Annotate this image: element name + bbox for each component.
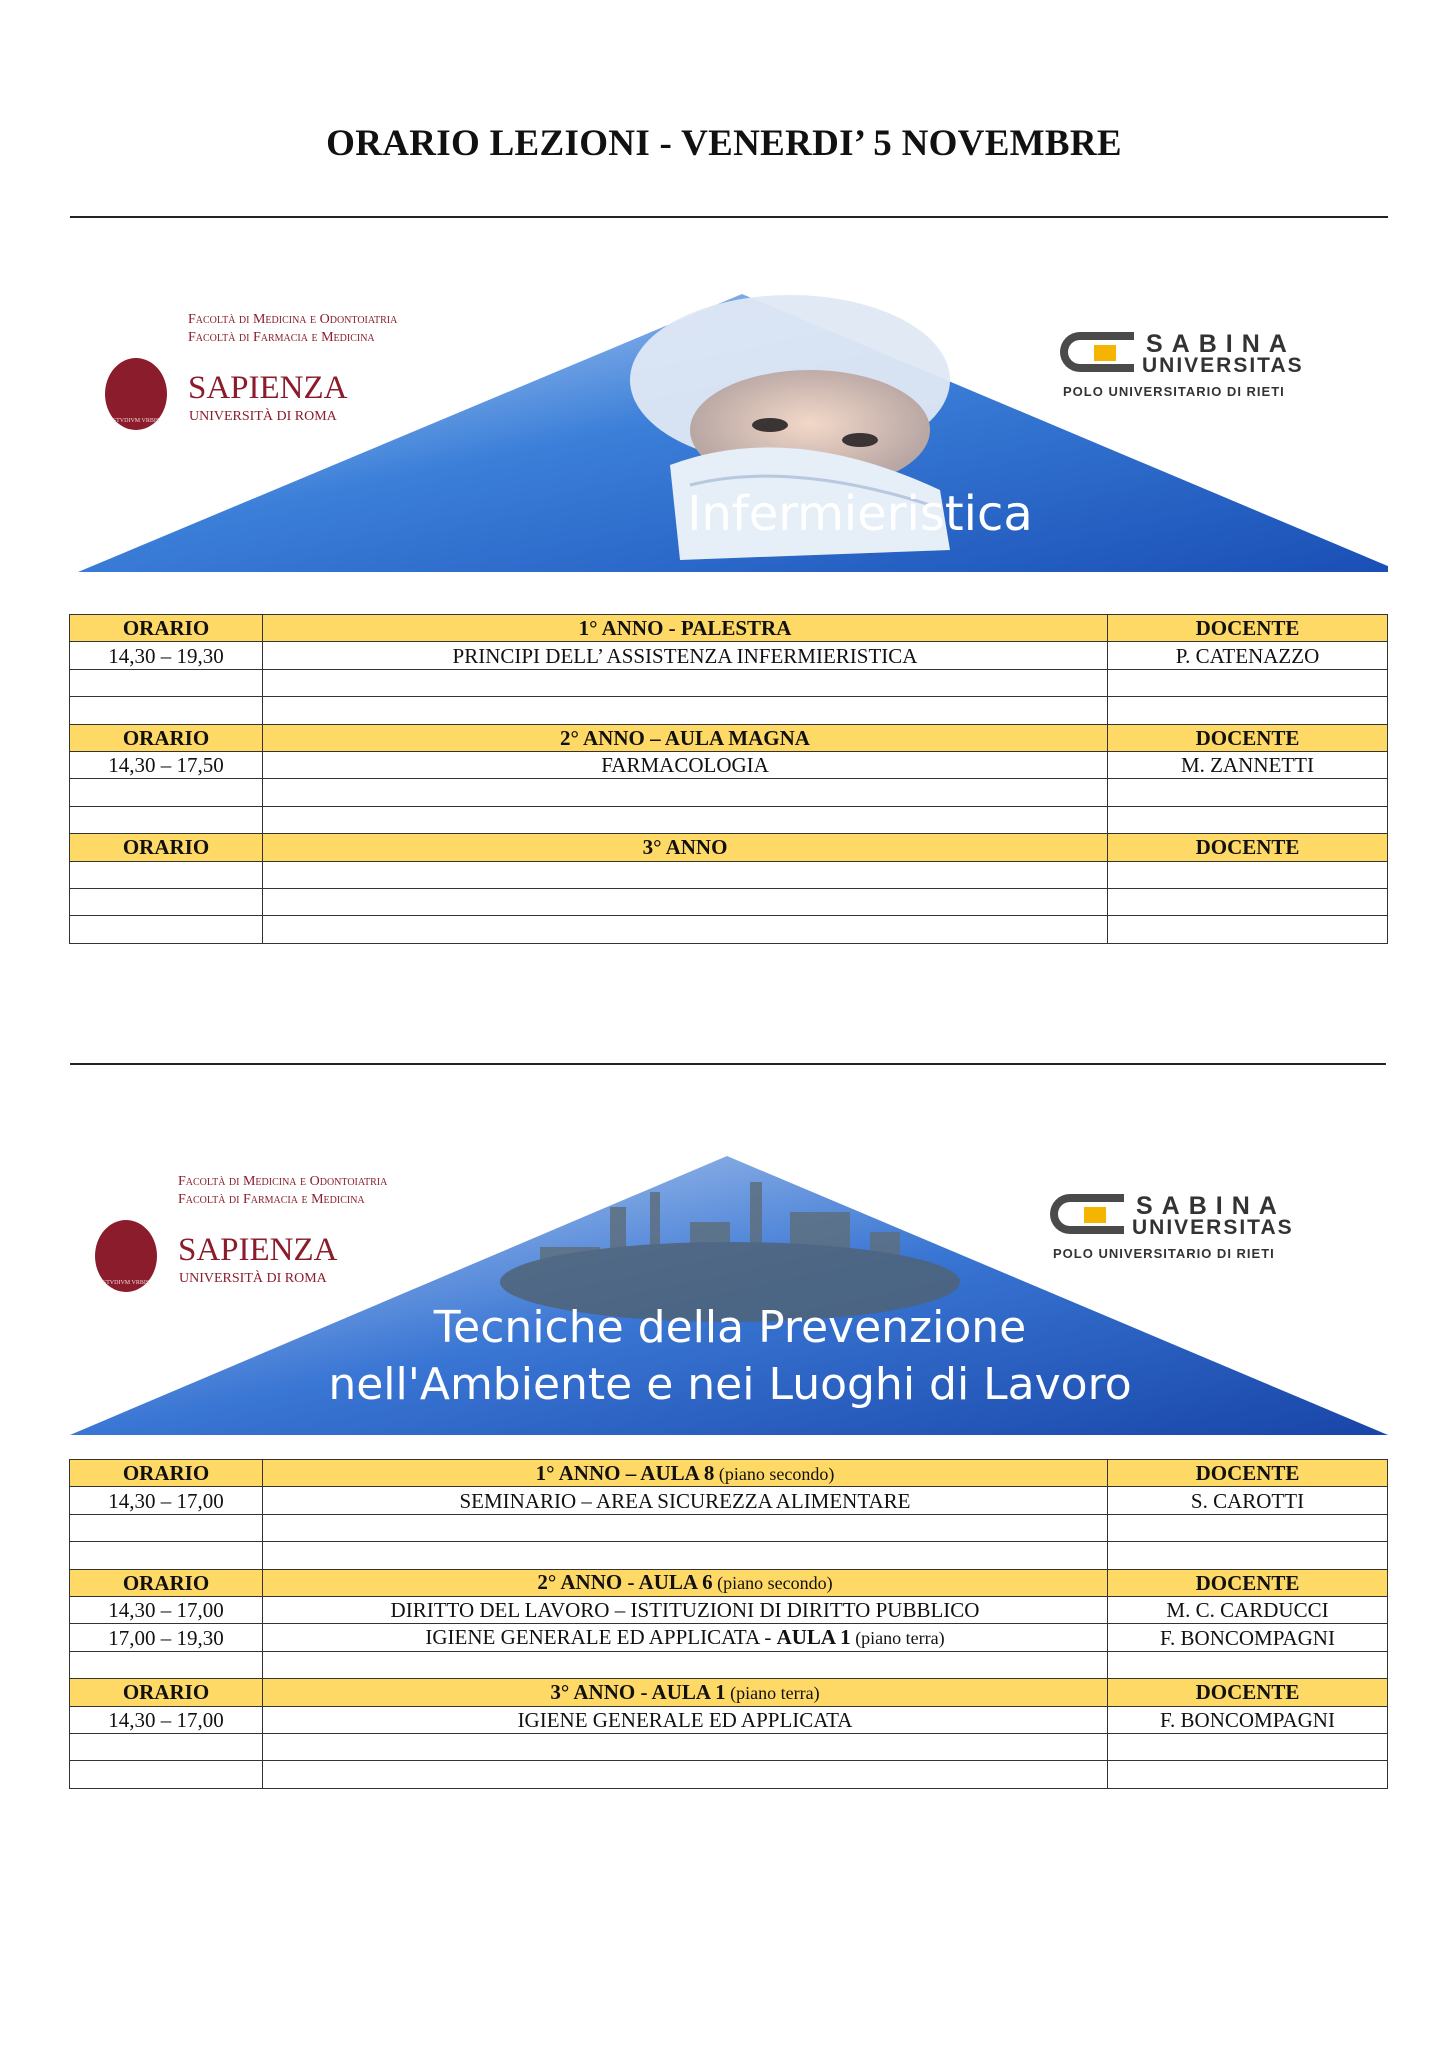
banner-infermieristica-title: Infermieristica [687, 486, 1033, 542]
header-anno [263, 1679, 1108, 1706]
cell-orario: 14,30 – 17,00 [70, 1596, 263, 1623]
faculty-line-1: Facoltà di Medicina e Odontoiatria [178, 1174, 388, 1189]
header-docente: DOCENTE [1108, 615, 1388, 642]
header-anno [263, 1569, 1108, 1596]
sapienza-subtitle: UNIVERSITÀ DI ROMA [189, 409, 337, 424]
cell-docente: S. CAROTTI [1108, 1487, 1388, 1514]
faculty-line-2: Facoltà di Farmacia e Medicina [178, 1192, 365, 1207]
table-row [70, 751, 1388, 778]
schedule-table-tecniche-prevenzione [69, 1459, 1388, 1789]
cell-materia [263, 697, 1108, 724]
cell-orario: 14,30 – 17,00 [70, 1706, 263, 1733]
table-row [70, 1596, 1388, 1623]
cell-docente [1108, 861, 1388, 888]
table-row [70, 861, 1388, 888]
table-header-row [70, 724, 1388, 751]
floor-note: (piano secondo) [714, 1463, 835, 1484]
cell-orario [70, 916, 263, 943]
cell-docente: F. BONCOMPAGNI [1108, 1624, 1388, 1651]
schedule-table-infermieristica [69, 614, 1388, 944]
table-row [70, 1733, 1388, 1760]
header-anno [263, 834, 1108, 861]
table-row [70, 697, 1388, 724]
cell-materia [263, 861, 1108, 888]
cell-text: 2° ANNO – AULA MAGNA [560, 725, 810, 750]
sabina-wordmark: SABINA [1136, 1192, 1286, 1220]
cell-orario [70, 1651, 263, 1678]
cell-docente [1108, 1651, 1388, 1678]
cell-text: 3° ANNO [642, 835, 728, 860]
sabina-subtitle: POLO UNIVERSITARIO DI RIETI [1063, 384, 1285, 399]
cell-orario [70, 888, 263, 915]
banner-tecniche-title-line-2: nell'Ambiente e nei Luoghi di Lavoro [328, 1359, 1132, 1410]
middle-divider [70, 1063, 1386, 1065]
sabina-subtitle: POLO UNIVERSITARIO DI RIETI [1053, 1246, 1275, 1261]
cell-text: 2° ANNO - AULA 6 [537, 1570, 713, 1595]
sabina-book-icon [1060, 332, 1134, 372]
header-orario: ORARIO [70, 615, 263, 642]
sabina-logo [1050, 1192, 1350, 1272]
cell-text: DIRITTO DEL LAVORO – ISTITUZIONI DI DIRITTO PUBBLICO [390, 1598, 980, 1623]
cell-docente [1108, 1514, 1388, 1541]
sapienza-logo [105, 310, 435, 430]
header-docente: DOCENTE [1108, 1679, 1388, 1706]
sapienza-seal-icon [95, 1220, 157, 1292]
header-docente: DOCENTE [1108, 834, 1388, 861]
cell-orario: 14,30 – 17,50 [70, 751, 263, 778]
faculty-line-1: Facoltà di Medicina e Odontoiatria [188, 312, 398, 327]
header-docente: DOCENTE [1108, 1569, 1388, 1596]
cell-materia [263, 1706, 1108, 1733]
cell-materia [263, 751, 1108, 778]
header-docente: DOCENTE [1108, 1460, 1388, 1487]
sabina-wordmark: SABINA [1146, 330, 1296, 358]
cell-materia [263, 1651, 1108, 1678]
cell-docente [1108, 697, 1388, 724]
cell-orario [70, 1514, 263, 1541]
cell-text: 1° ANNO - PALESTRA [578, 616, 792, 641]
cell-docente: M. C. CARDUCCI [1108, 1596, 1388, 1623]
cell-orario [70, 779, 263, 806]
table-row [70, 1514, 1388, 1541]
cell-orario [70, 1761, 263, 1788]
page-title: ORARIO LEZIONI - VENERDI’ 5 NOVEMBRE [326, 123, 1122, 164]
sabina-logo [1060, 330, 1360, 410]
cell-text: 1° ANNO – AULA 8 [535, 1460, 715, 1485]
cell-orario: 17,00 – 19,30 [70, 1624, 263, 1651]
cell-docente: M. ZANNETTI [1108, 751, 1388, 778]
cell-orario: 14,30 – 19,30 [70, 642, 263, 669]
banner-infermieristica [70, 290, 1388, 576]
cell-materia [263, 1761, 1108, 1788]
cell-orario [70, 1733, 263, 1760]
cell-materia [263, 1487, 1108, 1514]
header-anno [263, 615, 1108, 642]
header-anno [263, 724, 1108, 751]
cell-text: IGIENE GENERALE ED APPLICATA - [425, 1625, 777, 1650]
cell-orario [70, 806, 263, 833]
cell-materia [263, 806, 1108, 833]
table-header-row [70, 615, 1388, 642]
sabina-book-icon [1050, 1194, 1124, 1234]
sapienza-logo [95, 1172, 425, 1292]
table-header-row [70, 1460, 1388, 1487]
floor-note: (piano secondo) [712, 1573, 833, 1594]
cell-docente [1108, 669, 1388, 696]
cell-materia [263, 779, 1108, 806]
cell-text: FARMACOLOGIA [601, 753, 769, 778]
cell-orario [70, 861, 263, 888]
cell-materia [263, 1514, 1108, 1541]
floor-note: (piano terra) [850, 1628, 945, 1649]
cell-text: PRINCIPI DELL’ ASSISTENZA INFERMIERISTICA [452, 643, 918, 668]
cell-orario: 14,30 – 17,00 [70, 1487, 263, 1514]
seal-text: STVDIVM VRBIS [102, 1280, 150, 1286]
header-orario: ORARIO [70, 1569, 263, 1596]
table-row [70, 669, 1388, 696]
cell-docente [1108, 806, 1388, 833]
cell-orario [70, 669, 263, 696]
banner-tecniche-title-line-1: Tecniche della Prevenzione [433, 1302, 1027, 1353]
header-orario: ORARIO [70, 834, 263, 861]
table-row [70, 1624, 1388, 1651]
table-row [70, 888, 1388, 915]
cell-docente: P. CATENAZZO [1108, 642, 1388, 669]
cell-materia [263, 1542, 1108, 1569]
cell-docente: F. BONCOMPAGNI [1108, 1706, 1388, 1733]
sapienza-subtitle: UNIVERSITÀ DI ROMA [179, 1271, 327, 1286]
table-header-row [70, 834, 1388, 861]
cell-text: SEMINARIO – AREA SICUREZZA ALIMENTARE [459, 1488, 911, 1513]
table-header-row [70, 1569, 1388, 1596]
table-header-row [70, 1679, 1388, 1706]
sapienza-wordmark: SAPIENZA [178, 1232, 338, 1268]
cell-docente [1108, 1761, 1388, 1788]
cell-materia [263, 1624, 1108, 1651]
header-docente: DOCENTE [1108, 724, 1388, 751]
top-divider [70, 216, 1388, 218]
table-row [70, 916, 1388, 943]
cell-materia [263, 888, 1108, 915]
table-row [70, 1542, 1388, 1569]
cell-docente [1108, 779, 1388, 806]
header-orario: ORARIO [70, 724, 263, 751]
cell-materia [263, 669, 1108, 696]
table-row [70, 1761, 1388, 1788]
table-row [70, 1651, 1388, 1678]
cell-materia [263, 1733, 1108, 1760]
cell-materia [263, 642, 1108, 669]
faculty-line-2: Facoltà di Farmacia e Medicina [188, 330, 375, 345]
seal-text: STVDIVM VRBIS [112, 418, 160, 424]
sapienza-seal-icon [105, 358, 167, 430]
banner-tecniche-prevenzione [70, 1152, 1388, 1438]
universitas-wordmark: UNIVERSITAS [1142, 354, 1304, 377]
room-label: AULA 1 [776, 1625, 851, 1650]
cell-orario [70, 697, 263, 724]
universitas-wordmark: UNIVERSITAS [1132, 1216, 1294, 1239]
table-row [70, 806, 1388, 833]
sapienza-wordmark: SAPIENZA [188, 370, 348, 406]
header-orario: ORARIO [70, 1679, 263, 1706]
cell-orario [70, 1542, 263, 1569]
floor-note: (piano terra) [725, 1682, 820, 1703]
table-row [70, 642, 1388, 669]
header-orario: ORARIO [70, 1460, 263, 1487]
cell-docente [1108, 1733, 1388, 1760]
cell-docente [1108, 888, 1388, 915]
cell-materia [263, 1596, 1108, 1623]
cell-text: 3° ANNO - AULA 1 [550, 1679, 726, 1704]
table-row [70, 1487, 1388, 1514]
cell-materia [263, 916, 1108, 943]
cell-docente [1108, 916, 1388, 943]
cell-text: IGIENE GENERALE ED APPLICATA [517, 1707, 853, 1732]
table-row [70, 1706, 1388, 1733]
cell-docente [1108, 1542, 1388, 1569]
table-row [70, 779, 1388, 806]
header-anno [263, 1460, 1108, 1487]
